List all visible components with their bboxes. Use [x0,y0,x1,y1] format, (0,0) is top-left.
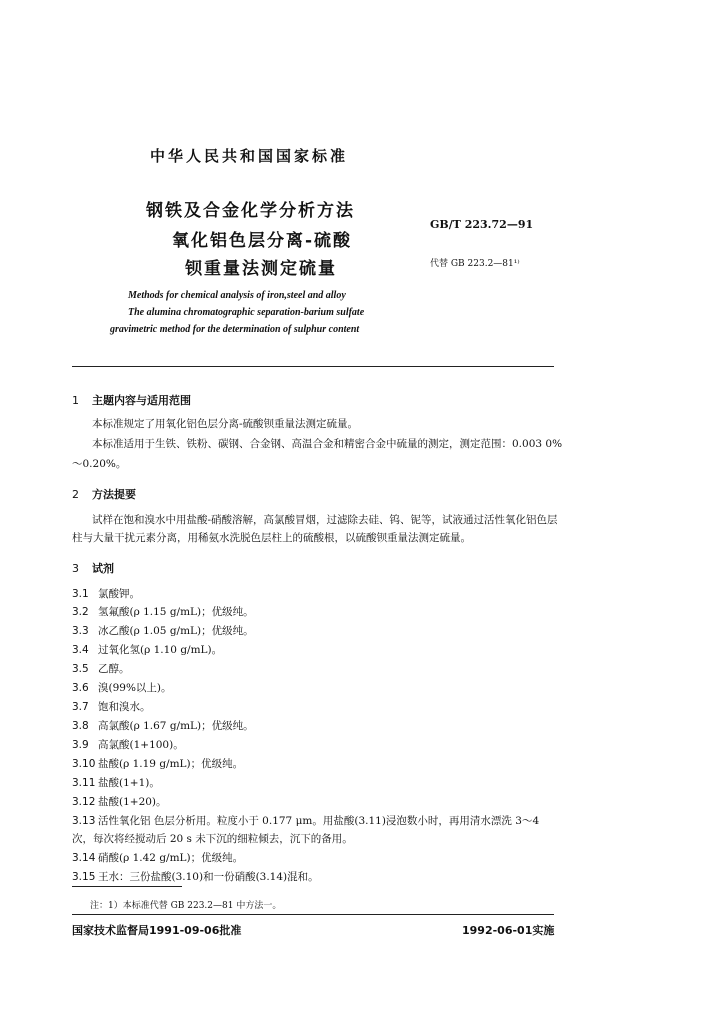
item-number: 3.11 [72,777,96,789]
item-text: 盐酸(1+1)。 [98,777,160,789]
section-number: 2 [72,488,79,501]
reagent-item [72,775,160,790]
footer-divider [72,914,554,915]
section-3-heading [72,560,114,576]
item-number: 3.4 [72,644,89,656]
item-number: 3.15 [72,871,96,883]
section-title: 主题内容与适用范围 [92,394,191,407]
section-title: 试剂 [92,562,114,575]
item-number: 3.9 [72,739,89,751]
replaces-standard: 代替 GB 223.2—81¹⁾ [430,259,520,269]
item-text: 次，每次将经搅动后 20 s 未下沉的细粒倾去，沉下的备用。 [72,833,353,845]
reagent-item [72,718,254,733]
section-title: 方法提要 [92,488,136,501]
paragraph-continuation: ～0.20%。 [72,458,127,470]
reagent-item [72,869,319,884]
item-text: 氯酸钾。 [98,588,140,600]
national-standard-heading: 中华人民共和国国家标准 [150,147,349,165]
paragraph: 试样在饱和溴水中用盐酸-硝酸溶解，高氯酸冒烟，过滤除去硅、钨、铌等，试液通过活性氧化铝色层 [92,514,558,526]
reagent-item [72,737,184,752]
item-text: 盐酸(ρ 1.19 g/mL)；优级纯。 [98,758,244,770]
paragraph: 本标准适用于生铁、铁粉、碳钢、合金钢、高温合金和精密合金中硫量的测定，测定范围：0.003 0% [92,438,563,450]
reagent-item [72,642,222,657]
item-number: 3.10 [72,758,96,770]
item-number: 3.5 [72,663,89,675]
standard-number: GB/T 223.72—91 [430,218,534,231]
section-number: 1 [72,394,79,407]
english-title-line-2: The alumina chromatographic separation-barium sulfate [128,307,365,318]
item-text: 过氧化氢(ρ 1.10 g/mL)。 [98,644,223,656]
reagent-item-continuation [72,831,353,846]
paragraph-continuation: 柱与大量干扰元素分离，用稀氨水洗脱色层柱上的硫酸根，以硫酸钡重量法测定硫量。 [72,532,471,544]
reagent-item [72,680,172,695]
item-number: 3.6 [72,682,89,694]
footnote-divider [72,886,182,887]
item-text: 王水：三份盐酸(3.10)和一份硝酸(3.14)混和。 [98,871,319,883]
header-divider [72,366,554,367]
document-title-line-3: 钡重量法测定硫量 [185,259,337,279]
item-text: 活性氧化铝 色层分析用。粒度小于 0.177 μm。用盐酸(3.11)浸泡数小时，再用清水漂洗 3～4 [98,815,540,827]
reagent-item [72,661,130,676]
item-number: 3.2 [72,606,89,618]
reagent-item [72,604,254,619]
item-text: 硝酸(ρ 1.42 g/mL)；优级纯。 [98,852,244,864]
section-number: 3 [72,562,79,575]
item-number: 3.3 [72,625,89,637]
paragraph: 本标准规定了用氧化铝色层分离-硫酸钡重量法测定硫量。 [92,418,359,430]
item-text: 溴(99%以上)。 [98,682,172,694]
item-text: 冰乙酸(ρ 1.05 g/mL)；优级纯。 [98,625,254,637]
reagent-item [72,850,243,865]
reagent-item [72,699,151,714]
item-text: 氢氟酸(ρ 1.15 g/mL)；优级纯。 [98,606,254,618]
document-title-line-2: 氧化铝色层分离-硫酸 [172,231,353,251]
english-title-line-3: gravimetric method for the determination of sulphur content [110,324,360,335]
document-title-line-1: 钢铁及合金化学分析方法 [146,201,355,221]
item-text: 高氯酸(ρ 1.67 g/mL)；优级纯。 [98,720,254,732]
section-2-heading [72,486,136,502]
english-title-line-1: Methods for chemical analysis of iron,steel and alloy [128,290,346,301]
item-number: 3.1 [72,588,89,600]
reagent-item [72,813,539,828]
reagent-item [72,586,140,601]
item-text: 盐酸(1+20)。 [98,796,167,808]
item-number: 3.7 [72,701,89,713]
reagent-item [72,756,243,771]
section-1-heading [72,392,191,408]
item-number: 3.13 [72,815,96,827]
item-number: 3.8 [72,720,89,732]
footnote: 注：1）本标准代替 GB 223.2—81 中方法一。 [90,901,282,911]
approval-info: 国家技术监督局1991-09-06批准 [72,924,242,937]
reagent-item [72,794,167,809]
implementation-date: 1992-06-01实施 [462,924,555,937]
item-text: 乙醇。 [98,663,130,675]
reagent-item [72,623,254,638]
item-number: 3.14 [72,852,96,864]
item-text: 饱和溴水。 [98,701,151,713]
item-text: 高氯酸(1+100)。 [98,739,184,751]
item-number: 3.12 [72,796,96,808]
